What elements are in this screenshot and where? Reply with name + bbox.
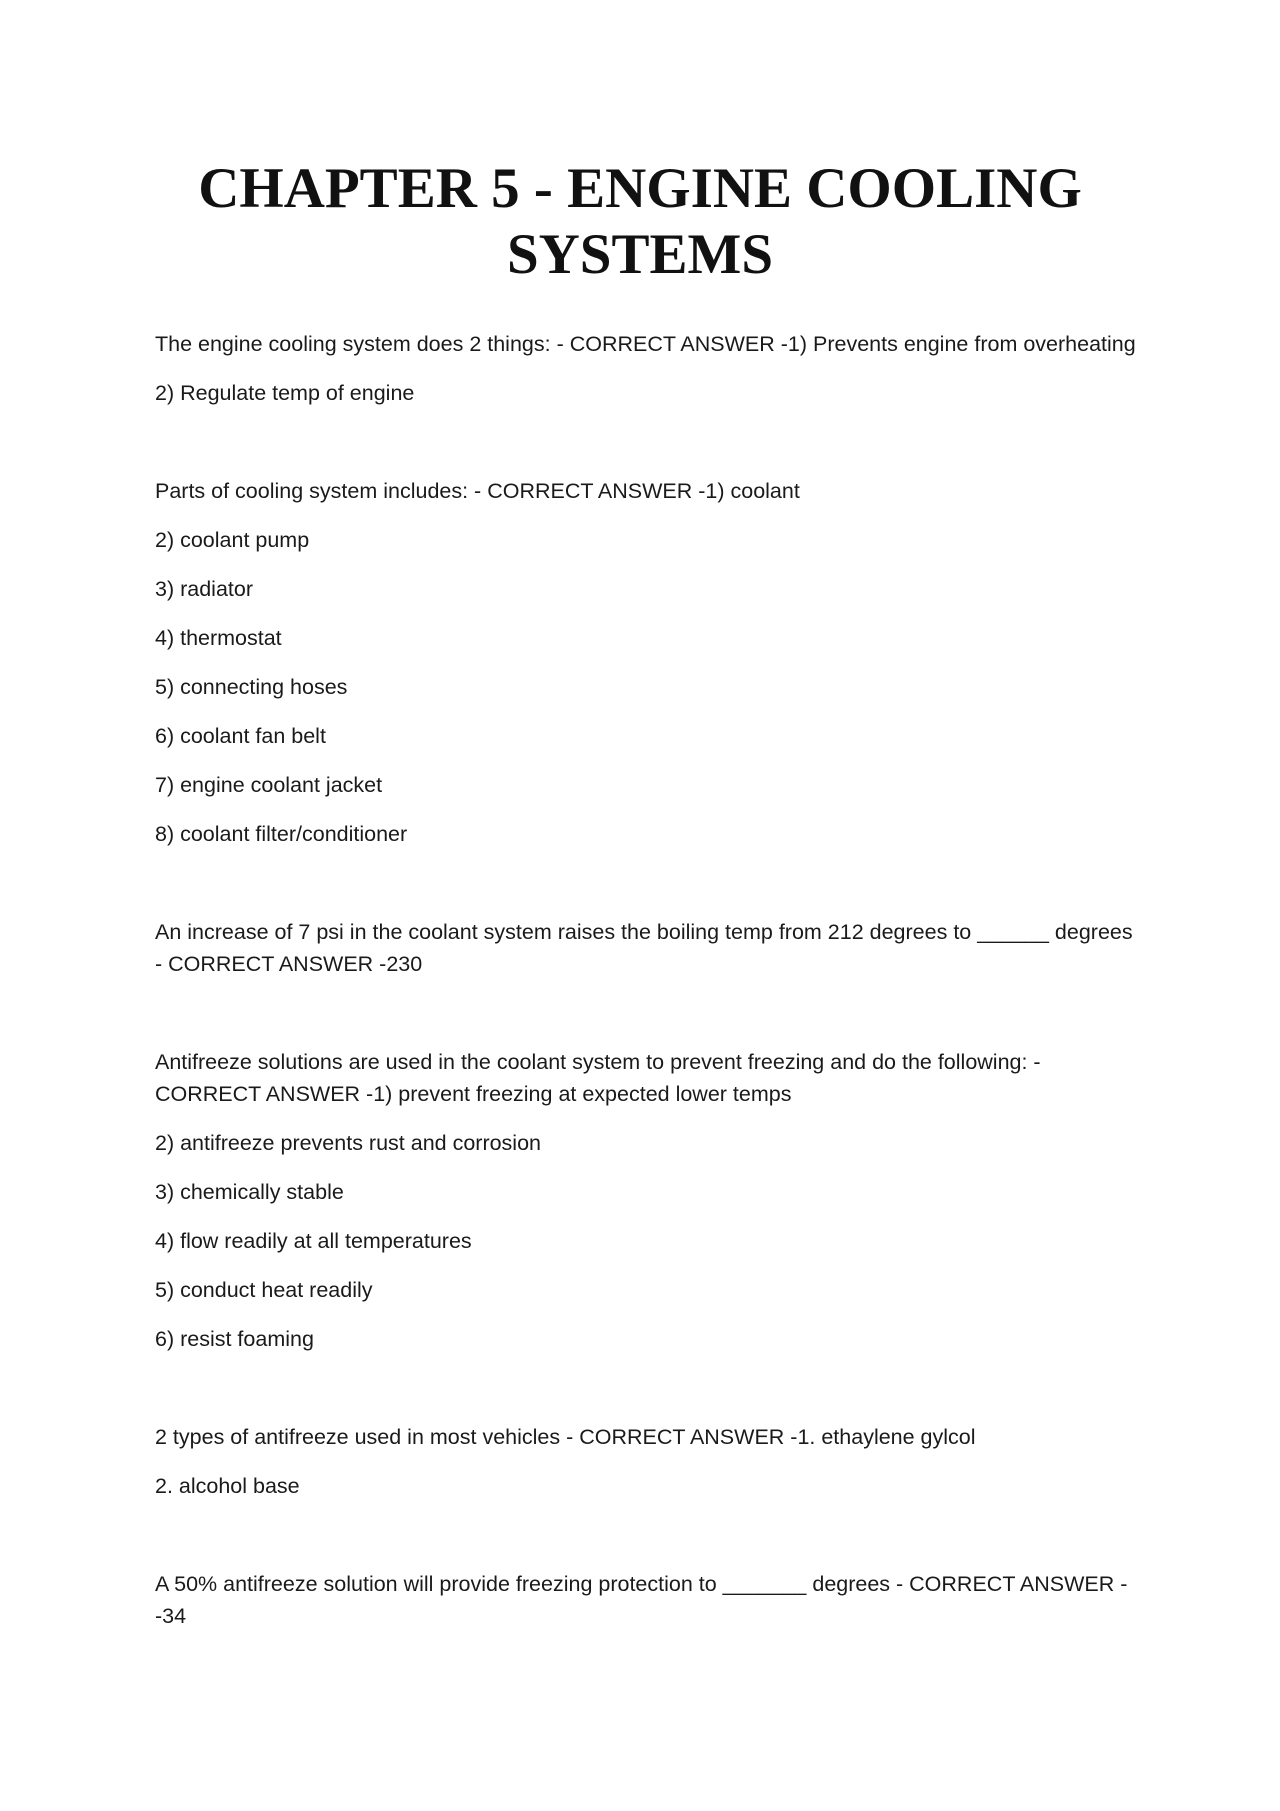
answer-item: 8) coolant filter/conditioner [155, 822, 408, 846]
answer-item: 2) coolant pump [155, 528, 310, 552]
answer-item: 4) flow readily at all temperatures [155, 1229, 472, 1253]
question-text: Parts of cooling system includes: - CORRECT ANSWER -1) coolant [155, 479, 800, 503]
answer-item: 5) connecting hoses [155, 675, 348, 699]
qa-list [155, 328, 1145, 1698]
question-text: A 50% antifreeze solution will provide freezing protection to _______ degrees - CORRECT ANSWER --34 [155, 1572, 1128, 1628]
qa-entry [155, 1421, 1145, 1502]
answer-item: 7) engine coolant jacket [155, 773, 383, 797]
answer-item: 3) chemically stable [155, 1180, 344, 1204]
answer-item: 6) coolant fan belt [155, 724, 326, 748]
qa-entry [155, 328, 1145, 409]
qa-entry [155, 1568, 1145, 1632]
answer-item: 3) radiator [155, 577, 253, 601]
question-text: An increase of 7 psi in the coolant system raises the boiling temp from 212 degrees to ______ degrees - CORRECT ANSWER -230 [155, 920, 1133, 976]
qa-entry [155, 916, 1145, 980]
answer-item: 4) thermostat [155, 626, 282, 650]
qa-entry [155, 475, 1145, 850]
answer-item: 6) resist foaming [155, 1327, 314, 1351]
answer-item: 2) antifreeze prevents rust and corrosion [155, 1131, 542, 1155]
answer-item: 2. alcohol base [155, 1474, 300, 1498]
question-text: Antifreeze solutions are used in the coolant system to prevent freezing and do the following: - CORRECT ANSWER -1) prevent freezing at expected lower temps [155, 1050, 1041, 1106]
question-text: The engine cooling system does 2 things: - CORRECT ANSWER -1) Prevents engine from overheating [155, 332, 1136, 356]
qa-entry [155, 1046, 1145, 1355]
answer-item: 5) conduct heat readily [155, 1278, 373, 1302]
question-text: 2 types of antifreeze used in most vehicles - CORRECT ANSWER -1. ethaylene gylcol [155, 1425, 976, 1449]
answer-item: 2) Regulate temp of engine [155, 381, 415, 405]
chapter-title: CHAPTER 5 - ENGINE COOLING SYSTEMS [198, 157, 1082, 286]
